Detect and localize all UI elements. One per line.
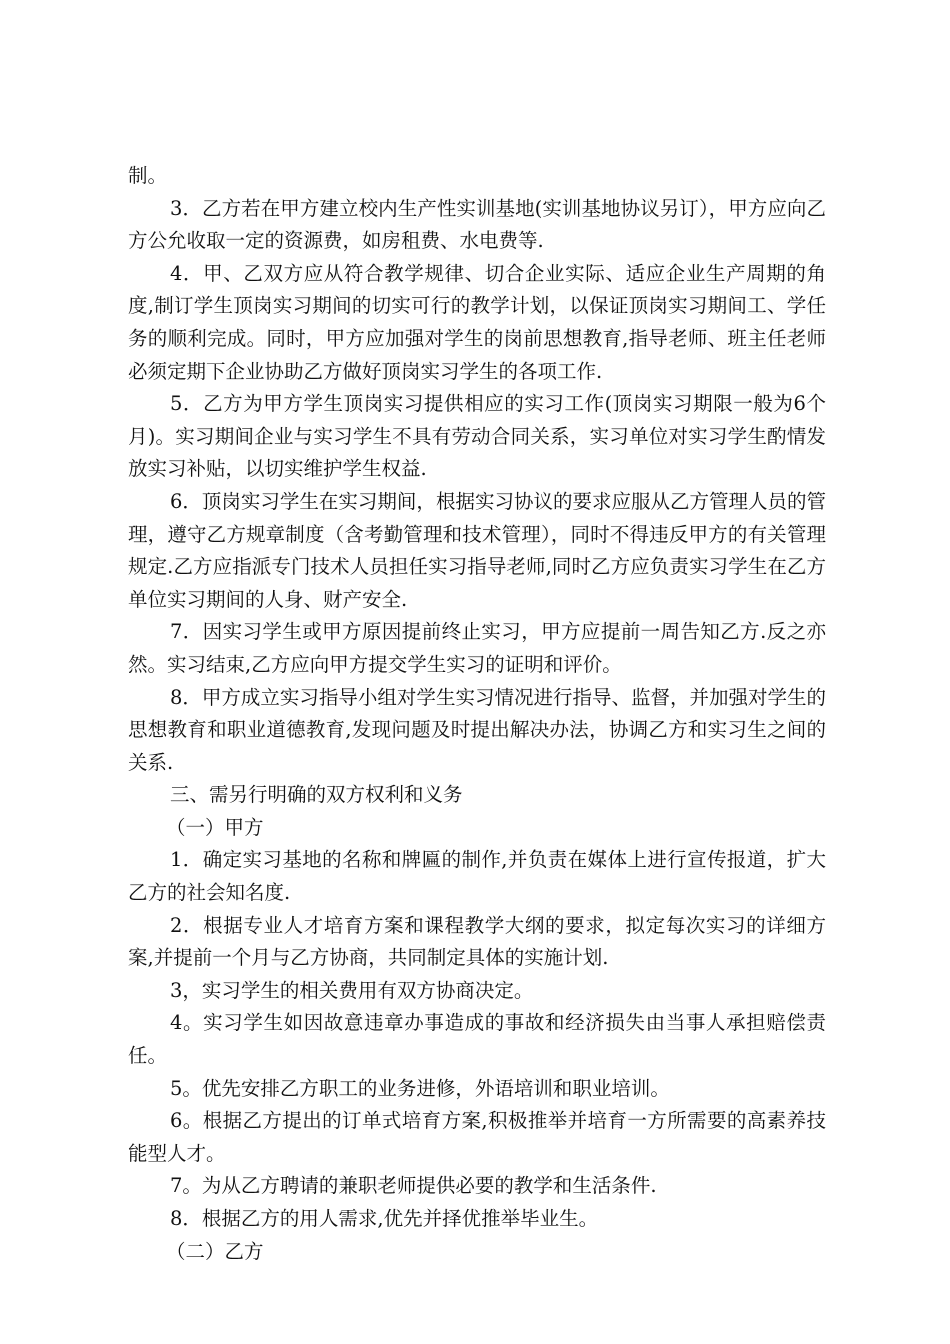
party-a-item-2: 2．根据专业人才培育方案和课程教学大纲的要求，拟定每次实习的详细方案,并提前一个月与乙方协商，共同制定具体的实施计划. [128,913,826,970]
document-body [128,160,826,1268]
party-a-item-5: 5。优先安排乙方职工的业务进修，外语培训和职业培训。 [170,1076,670,1100]
party-a-item-6: 6。根据乙方提出的订单式培育方案,积极推举并培育一方所需要的高素养技能型人才。 [128,1109,826,1165]
clause-6: 6．顶岗实习学生在实习期间，根据实习协议的要求应服从乙方管理人员的管理，遵守乙方规章制度（含考勤管理和技术管理），同时不得违反甲方的有关管理规定.乙方应指派专门技术人员担任实习指导老师,同时乙方应负责实习学生在乙方单位实习期间的人身、财产安全. [128,489,826,611]
subsection-heading-party-b: （二）乙方 [166,1239,264,1263]
paragraph-continuation: 制。 [128,164,168,187]
party-a-item-3: 3，实习学生的相关费用有双方协商决定。 [170,978,534,1002]
clause-8: 8．甲方成立实习指导小组对学生实习情况进行指导、监督，并加强对学生的思想教育和职业道德教育,发现问题及时提出解决办法，协调乙方和实习生之间的关系. [128,685,826,774]
clause-3: 3．乙方若在甲方建立校内生产性实训基地(实训基地协议另订），甲方应向乙方公允收取一定的资源费，如房租费、水电费等. [128,196,826,253]
subsection-heading-party-a: （一）甲方 [166,815,264,839]
clause-5: 5．乙方为甲方学生顶岗实习提供相应的实习工作(顶岗实习期限一般为6个月)。实习期间企业与实习学生不具有劳动合同关系，实习单位对实习学生酌情发放实习补贴，以切实维护学生权益. [128,392,826,481]
party-a-item-1: 1．确定实习基地的名称和牌匾的制作,并负责在媒体上进行宣传报道，扩大乙方的社会知名度. [128,848,826,905]
party-a-item-7: 7。为从乙方聘请的兼职老师提供必要的教学和生活条件. [170,1174,657,1198]
party-a-item-8: 8．根据乙方的用人需求,优先并择优推举毕业生。 [170,1207,599,1230]
section-heading-3: 三、需另行明确的双方权利和义务 [170,783,463,807]
clause-4: 4．甲、乙双方应从符合教学规律、切合企业实际、适应企业生产周期的角度,制订学生顶岗实习期间的切实可行的教学计划，以保证顶岗实习期间工、学任务的顺利完成。同时，甲方应加强对学生的岗前思想教育,指导老师、班主任老师必须定期下企业协助乙方做好顶岗实习学生的各项工作. [128,261,826,383]
clause-7: 7．因实习学生或甲方原因提前终止实习，甲方应提前一周告知乙方.反之亦然。实习结束,乙方应向甲方提交学生实习的证明和评价。 [128,620,826,676]
party-a-item-4: 4。实习学生如因故意违章办事造成的事故和经济损失由当事人承担赔偿责任。 [128,1011,826,1068]
